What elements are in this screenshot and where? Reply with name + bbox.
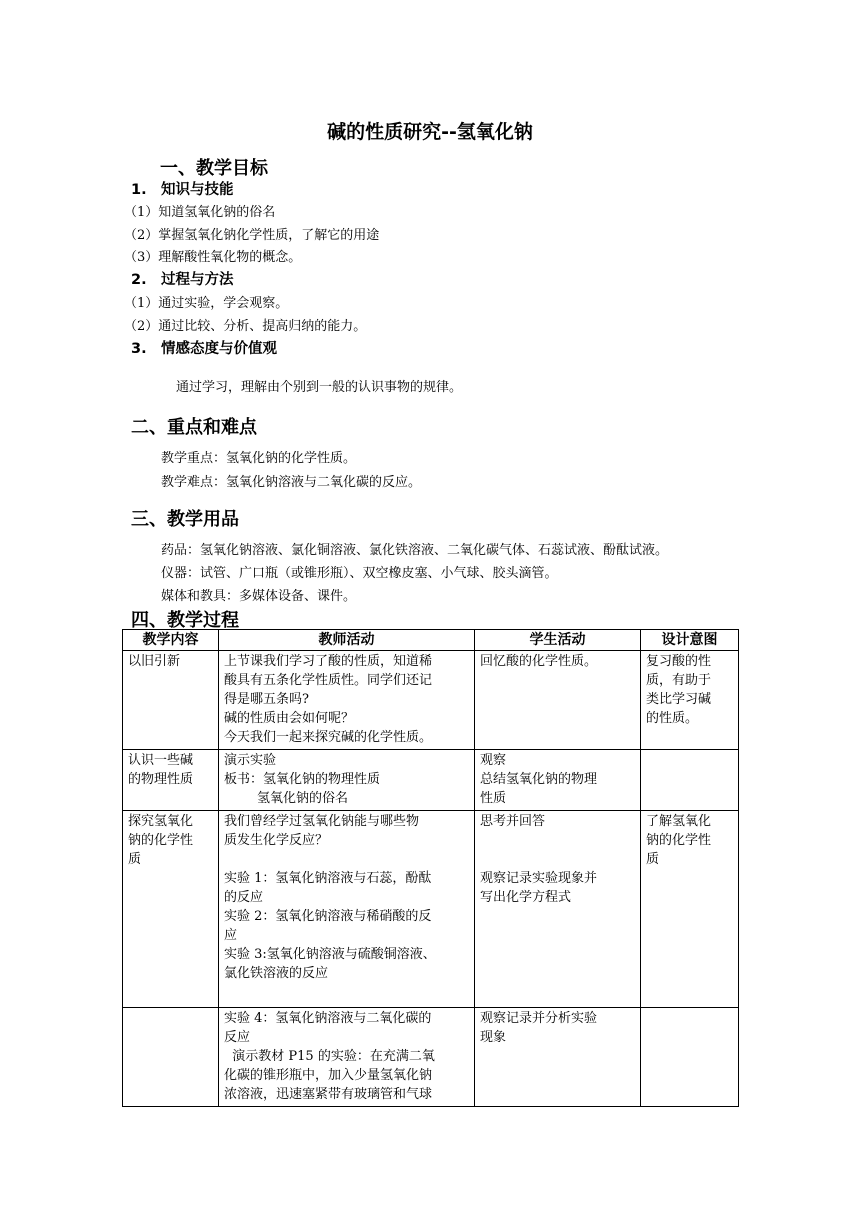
table-row (123, 811, 739, 1008)
section-heading-materials: 三、教学用品 (131, 509, 239, 530)
media-text: 媒体和教具：多媒体设备、课件。 (161, 589, 357, 604)
teaching-process-table (122, 629, 739, 1107)
cell-teacher (219, 651, 475, 750)
subheading-number: 2. (131, 272, 147, 288)
header-intent: 设计意图 (641, 630, 739, 651)
cell-line: 探究氢氧化 (128, 814, 194, 829)
document-title: 碱的性质研究--氢氧化钠 (327, 121, 533, 143)
cell-student (475, 750, 641, 811)
cell-line: 浓溶液，迅速塞紧带有玻璃管和气球 (224, 1087, 433, 1102)
cell-intent (641, 750, 739, 811)
section-heading-objectives: 一、教学目标 (160, 158, 268, 179)
cell-line: 的物理性质 (128, 772, 194, 787)
cell-line: 回忆酸的化学性质。 (480, 654, 598, 669)
objective-item: （1）知道氢氧化钠的俗名 (124, 205, 276, 220)
cell-line: 写出化学方程式 (480, 890, 572, 905)
cell-line: 的性质。 (646, 711, 699, 726)
subheading-label: 知识与技能 (161, 182, 234, 198)
subheading-knowledge (131, 178, 234, 199)
objective-item: （3）理解酸性氧化物的概念。 (124, 250, 302, 265)
cell-line: 观察记录并分析实验 (480, 1011, 598, 1026)
cell-line (480, 831, 635, 850)
cell-intent (641, 811, 739, 1008)
cell-student (475, 811, 641, 1008)
cell-line: 氢氧化钠的俗名 (224, 791, 349, 806)
cell-line: 认识一些碱 (128, 753, 194, 768)
cell-line: 得是哪五条吗? (224, 692, 309, 707)
cell-line: 氯化铁溶液的反应 (224, 966, 329, 981)
objective-item: （2）通过比较、分析、提高归纳的能力。 (124, 319, 367, 334)
subheading-number: 3. (131, 341, 147, 357)
table-row (123, 651, 739, 750)
difficulty-text: 教学难点：氢氧化钠溶液与二氧化碳的反应。 (161, 475, 422, 490)
drugs-text: 药品：氢氧化钠溶液、氯化铜溶液、氯化铁溶液、二氧化碳气体、石蕊试液、酚酞试液。 (161, 543, 669, 558)
cell-line: 以旧引新 (128, 654, 181, 669)
values-text: 通过学习，理解由个别到一般的认识事物的规律。 (176, 380, 463, 395)
section-heading-process: 四、教学过程 (131, 610, 239, 631)
cell-line: 今天我们一起来探究碱的化学性质。 (224, 730, 433, 745)
cell-student (475, 1008, 641, 1107)
cell-line: 我们曾经学过氢氧化钠能与哪些物 (224, 814, 420, 829)
subheading-number: 1. (131, 182, 147, 198)
header-content: 教学内容 (123, 630, 219, 651)
cell-line: 应 (224, 928, 238, 943)
cell-content (123, 1008, 219, 1107)
cell-intent (641, 1008, 739, 1107)
cell-line: 总结氢氧化钠的物理 (480, 772, 598, 787)
cell-line: 观察记录实验现象并 (480, 871, 598, 886)
section-heading-key-points: 二、重点和难点 (131, 417, 257, 438)
cell-line: 复习酸的性 (646, 654, 712, 669)
cell-content (123, 750, 219, 811)
subheading-values (131, 337, 277, 358)
cell-teacher (219, 811, 475, 1008)
cell-line (224, 850, 469, 869)
subheading-process (131, 268, 234, 289)
cell-student (475, 651, 641, 750)
cell-line: 质发生化学反应？ (224, 833, 329, 848)
cell-line: 板书：氢氧化钠的物理性质 (224, 772, 381, 787)
cell-line: 实验 4：氢氧化钠溶液与二氧化碳的 (224, 1011, 432, 1026)
objective-item: （1）通过实验，学会观察。 (124, 296, 289, 311)
cell-line: 类比学习碱 (646, 692, 712, 707)
cell-line: 演示教材 P15 的实验：在充满二氧 (224, 1049, 435, 1064)
key-point-text: 教学重点：氢氧化钠的化学性质。 (161, 451, 357, 466)
cell-teacher (219, 750, 475, 811)
cell-line: 质 (128, 852, 142, 867)
cell-line (480, 850, 635, 869)
cell-line: 钠的化学性 (646, 833, 712, 848)
instruments-text: 仪器：试管、广口瓶（或锥形瓶）、双空橡皮塞、小气球、胶头滴管。 (161, 566, 558, 581)
cell-line: 实验 3:氢氧化钠溶液与硫酸铜溶液、 (224, 947, 436, 962)
cell-line: 酸具有五条化学性质性。同学们还记 (224, 673, 433, 688)
cell-line: 实验 1：氢氧化钠溶液与石蕊，酚酞 (224, 871, 432, 886)
cell-line: 质 (646, 852, 660, 867)
cell-line: 实验 2：氢氧化钠溶液与稀硝酸的反 (224, 909, 432, 924)
cell-line: 上节课我们学习了酸的性质，知道稀 (224, 654, 433, 669)
cell-content (123, 811, 219, 1008)
cell-line: 演示实验 (224, 753, 277, 768)
objective-item: （2）掌握氢氧化钠化学性质，了解它的用途 (124, 228, 380, 243)
cell-line: 现象 (480, 1030, 507, 1045)
cell-line: 的反应 (224, 890, 264, 905)
cell-intent (641, 651, 739, 750)
cell-teacher (219, 1008, 475, 1107)
cell-line: 了解氢氧化 (646, 814, 712, 829)
table-row (123, 750, 739, 811)
subheading-label: 情感态度与价值观 (161, 341, 277, 357)
cell-line: 碱的性质由会如何呢？ (224, 711, 355, 726)
header-student: 学生活动 (475, 630, 641, 651)
cell-line: 反应 (224, 1030, 251, 1045)
cell-content (123, 651, 219, 750)
subheading-label: 过程与方法 (161, 272, 234, 288)
cell-line: 观察 (480, 753, 507, 768)
cell-line: 性质 (480, 791, 507, 806)
cell-line: 化碳的锥形瓶中，加入少量氢氧化钠 (224, 1068, 433, 1083)
table-header-row (123, 630, 739, 651)
header-teacher: 教师活动 (219, 630, 475, 651)
cell-line: 质，有助于 (646, 673, 712, 688)
cell-line: 思考并回答 (480, 814, 546, 829)
cell-line: 钠的化学性 (128, 833, 194, 848)
table-row (123, 1008, 739, 1107)
